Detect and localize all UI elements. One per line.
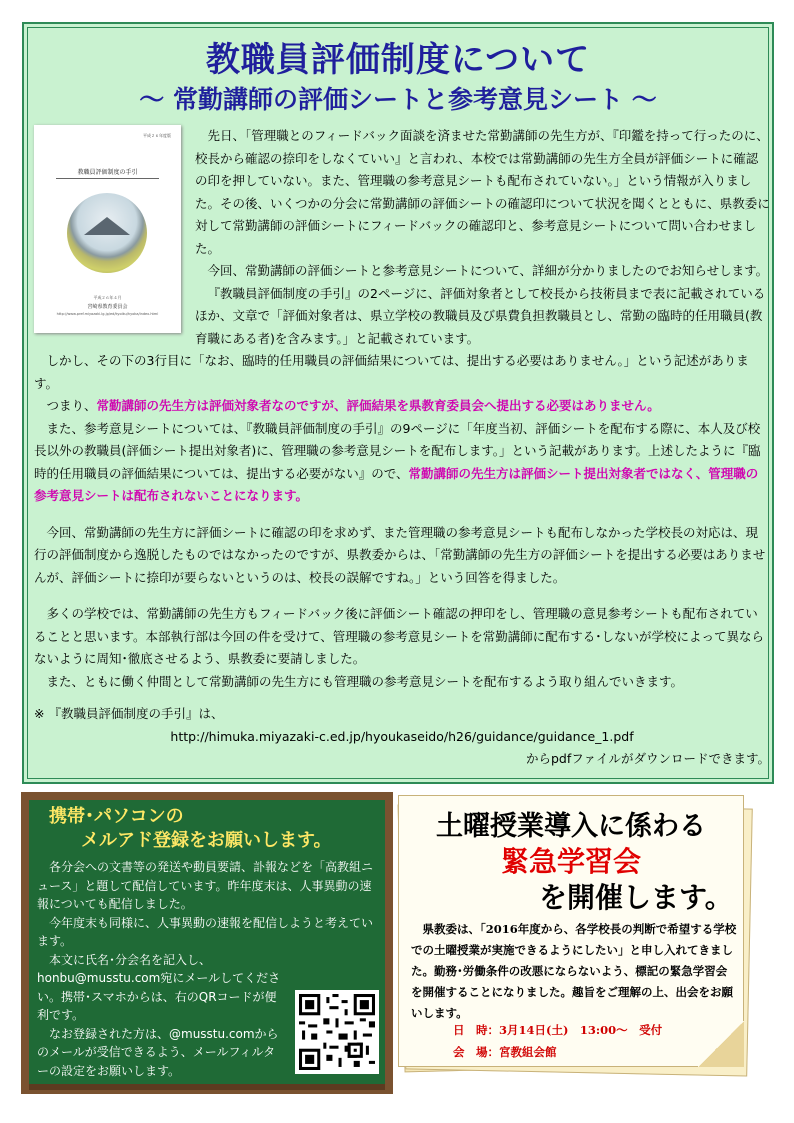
chalkboard-surface [29, 800, 385, 1086]
notice-venue: 会 場：宮教組会館 [453, 1045, 557, 1059]
paragraph-5-highlight: 常勤講師の先生方は評価対象者なのですが、評価結果を県教育委員会へ提出する必要はありません。 [96, 398, 660, 413]
paragraph-2: 今回、常勤講師の評価シートと参考意見シートについて、詳細が分かりましたのでお知らせします。 [207, 263, 769, 278]
paragraph-7: 今回、常勤講師の先生方に評価シートに確認の印を求めず、また管理職の参考意見シートも配布しなかった学校長の対応は、現行の評価制度から逸脱したものではなかったのですが、県教委からは、「常勤講師の先生方の評価シートを提出する必要はありませんが、評価シートに捺印が要らないというのは、校長の誤解ですね。」という回答を得ました。 [34, 524, 766, 585]
paragraph-6-highlight: 常勤講師の先生方は評価シート提出対象者ではなく、管理職の参考意見シートは配布されないことになります。 [34, 465, 759, 503]
notice-heading-1: 土曜授業導入に係わる [436, 811, 706, 842]
qr-code-graphic [299, 994, 375, 1070]
note-line-3: からpdfファイルがダウンロードできます。 [525, 751, 770, 766]
image-float-spacer [34, 125, 191, 333]
chalkboard-tray [29, 1084, 385, 1090]
paragraph-9: また、ともに働く仲間として常勤講師の先生方にも管理職の参考意見シートを配布するよう取り組んでいきます。 [46, 673, 684, 689]
paragraph-4: しかし、その下の3行目に「なお、臨時的任用職員の評価結果については、提出する必要はありません。」という記述があります。 [34, 353, 749, 391]
qr-code-icon[interactable] [295, 990, 379, 1074]
paragraph-1: 先日、「管理職とのフィードバック面談を済ませた常勤講師の先生方が、『印鑑を持って行ったのに、校長から確認の捺印をしなくていい』と言われ、本校では常勤講師の先生方全員が評価シートに確認の印を押していない。また、管理職の参考意見シートも配布されていない。」という情報が入りました。その後、いくつかの分会に常勤講師の評価シートの確認印について状況を聞くとともに、県教委に対して常勤講師の評価シートにフィードバックの確認印と、参考意見シートについて問い合わせました。 [195, 128, 770, 256]
notice-datetime: 日 時：3月14日(土) 13:00～ 受付 [453, 1023, 663, 1037]
chalkboard-panel [21, 792, 393, 1094]
notice-paper [398, 795, 744, 1067]
notice-heading-2: 緊急学習会 [500, 845, 641, 878]
article-body [34, 125, 770, 771]
paragraph-8: 多くの学校では、常勤講師の先生方もフィードバック後に評価シート確認の押印をし、管理職の意見参考シートも配布されていることと思います。本部執行部は今回の件を受けて、管理職の参考意見シートを常勤講師に配布する･しないが学校によって異ならないように周知･徹底させるよう、県教委に要請しました。 [34, 606, 765, 666]
board-paragraph-4: なお登録された方は、@musstu.comからのメールが受信できるよう、メールフィルターの設定をお願いします。 [37, 1026, 279, 1078]
board-heading-1: 携帯･パソコンの [49, 806, 184, 827]
book-url: http://www.pref.miyazaki.lg.jp/ed/kyoiku/hyoka/index.html [56, 312, 159, 316]
article-subtitle: ～ 常勤講師の評価シートと参考意見シート ～ [139, 85, 657, 114]
article-title: 教職員評価制度について [205, 40, 591, 80]
book-org: 宮崎県教育委員会 [87, 304, 128, 310]
book-era: 平成２６年度版 [143, 133, 171, 138]
board-paragraph-3: 本文に氏名･分会名を記入し、honbu@musstu.com宛にメールしてください。携帯･スマホからは、右のQRコードが便利です。 [37, 952, 281, 1022]
article-box [22, 22, 774, 784]
note-line-1: ※ 『教職員評価制度の手引』は、 [34, 706, 224, 721]
paragraph-5 [34, 395, 770, 418]
page-curl [698, 1021, 744, 1067]
notice-body [411, 919, 737, 1024]
paragraph-5-lead: つまり、 [46, 398, 97, 413]
board-paragraph-1: 各分会への文書等の発送や動員要請、訃報などを「高教組ニュース」と題して配信しています。昨年度末は、人事異動の速報についても配信しました。 [37, 860, 374, 911]
book-title: 教職員評価制度の手引 [77, 169, 138, 176]
paragraph-6-lead: また、参考意見シートについては、『教職員評価制度の手引』の9ページに「年度当初、評価シートを配布する際に、本人及び校長以外の教職員(評価シート提出対象者)に、管理職の参考意見シートを配布します。」という記載があります。上述したように『臨時的任用職員の評価結果については、提出する必要がない』ので、 [34, 420, 761, 481]
paragraph-6 [34, 418, 770, 508]
notice-paragraph: 県教委は、「2016年度から、各学校長の判断で希望する学校での土曜授業が実施できるようにしたい」と申し入れてきました。勤務･労働条件の改悪にならないよう、標記の緊急学習会を開催することになりました。趣旨をご理解の上、出会をお願いします。 [411, 922, 737, 1020]
book-date: 平成２６年４月 [93, 295, 122, 300]
download-note [34, 703, 770, 771]
board-heading-2: メルアド登録をお願いします。 [81, 830, 332, 851]
note-url-link[interactable]: http://himuka.miyazaki-c.ed.jp/hyoukaseido/h26/guidance/guidance_1.pdf [170, 728, 634, 744]
board-paragraph-2: 今年度末も同様に、人事異動の速報を配信しようと考えています。 [37, 915, 374, 948]
notice-heading-3: を開催します。 [539, 881, 733, 914]
paragraph-3: 『教職員評価制度の手引』の2ページに、評価対象者として校長から技術員まで表に記載されているほか、文章で「評価対象者は、県立学校の教職員及び県費負担教職員とし、常勤の臨時的任用職員(教育職にある者)を含みます。」と記載されています。 [195, 285, 766, 346]
